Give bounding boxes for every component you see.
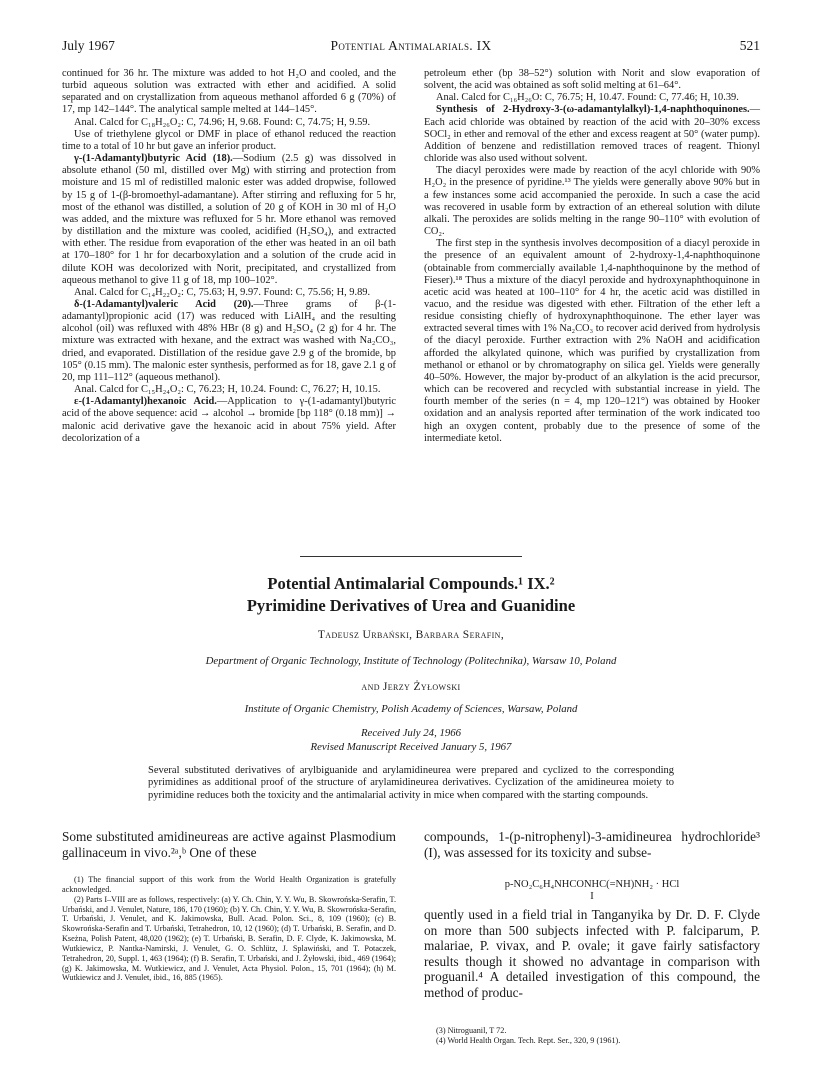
footnotes-right [424, 1026, 760, 1046]
formula-label: I [590, 891, 594, 902]
page-number: 521 [739, 38, 760, 53]
revised-date: Revised Manuscript Received January 5, 1967 [310, 741, 512, 753]
chemical-formula: p-NO₂C₆H₄NHCONHC(=NH)NH₂ · HCl I [424, 879, 760, 903]
abstract: Several substituted derivatives of arylbiguanide and arylamidineurea were prepared and cyclized to the corresponding pyrimidines as additional proof of the structure of arylamidineurea derivatives. Cyclization of the amidineurea moiety to pyrimidine reduces both the toxicity and the antimalarial activity in mice when compared with the starting compounds. [148, 765, 674, 801]
footnote: (2) Parts I–VIII are as follows, respectively: (a) Y. Ch. Chin, Y. Y. Wu, B. Skowrońska-Serafin, T. Urbański, and J. Venulet, Nature, 186, 170 (1960); (b) Y. Ch. Chin, Y. Y. Wu, B. Skowrońska-Serafin, T. Urbański, J. Venulet, and K. Jakimowska, Bull. Acad. Polon. Sci., 8, 109 (1960); (c) B. Skowrońska-Serafin and T. Urbański, Tetrahedron, 10, 12 (1960); (d) T. Urbański, B. Serafin, and D. Kseżna, Polish Patent, 48,020 (1962); (e) T. Urbański, B. Serafin, D. F. Clyde, K. Jakimowska, M. Wutkiewicz, P. Nantka-Namirski, J. Venulet, G. O. Schlütz, J. Splawiński, and T. Potaczek, Tetrahedron, 20, Suppl. 1, 463 (1964); (f) B. Serafin, T. Urbański, and J. Żyłowski, ibid., 469 (1964); (g) K. Jakimowska, M. Wutkiewicz, and J. Venulet, Acta Physiol. Polon., 15, 701 (1964); (h) M. Wutkiewicz and J. Venulet, ibid., 16, 885 (1965). [62, 894, 396, 983]
analysis-line: Anal. Calcd for C₁₅H₂₄O₂: C, 76.23; H, 10.24. Found: C, 76.27; H, 10.15. [74, 384, 381, 396]
paragraph: Use of triethylene glycol or DMF in place of ethanol reduced the reaction time to a total of 10 hr but gave an inferior product. [62, 128, 396, 152]
authors-line-1: Tadeusz Urbański, Barbara Serafin, [317, 629, 505, 641]
section-lead: Synthesis of 2-Hydroxy-3-(ω-adamantylalkyl)-1,4-naphthoquinones. [436, 104, 750, 116]
paragraph: δ-(1-Adamantyl)valeric Acid (20).—Three grams of β-(1-adamantyl)propionic acid (17) was reduced with LiAlH₄ and the resulting alcohol (oil) was refluxed with 48% HBr (8 g) and H₂SO₄ (2 g) for 4 hr. The mixture was extracted with hexane, and the extract was washed with Na₂CO₃, dried, and evaporated. Distillation of the residue gave 2.9 g of the bromide, bp 105° (0.15 mm). The malonic ester synthesis, performed as for 18, gave 2.1 g of 20, mp 111–112° (aqueous methanol). [62, 298, 397, 383]
affiliation-1: Department of Organic Technology, Institute of Technology (Politechnika), Warsaw 10, Poland [205, 655, 617, 667]
affiliation-2: Institute of Organic Chemistry, Polish Academy of Sciences, Warsaw, Poland [244, 703, 578, 715]
article-title: Potential Antimalarial Compounds.¹ IX.² [267, 574, 555, 593]
intro-left: Some substituted amidineureas are active against Plasmodium gallinaceum in vivo.²ᵃ,ᵇ One of these [62, 829, 396, 860]
running-header [62, 38, 760, 58]
intro-right-bottom: quently used in a field trial in Tanganyika by Dr. D. F. Clyde on more than 500 subjects infected with P. falciparum, P. malariae, P. vivax, and P. ovale; it gave fairly satisfactory results though it showed no advantage in comparison with proguanil.⁴ A detailed investigation of this compound, the method of produc- [424, 907, 760, 1000]
intro-right-top: compounds, 1-(p-nitrophenyl)-3-amidineurea hydrochloride³ (I), was assessed for its toxicity and subse- [424, 829, 760, 860]
footnotes-left [62, 875, 396, 983]
paragraph: γ-(1-Adamantyl)butyric Acid (18).—Sodium (2.5 g) was dissolved in absolute ethanol (50 ml, distilled over Mg) with stirring and protection from moisture and 15 ml of redistilled malonic ester was added dropwise, followed by 15 g of 1-(β-bromoethyl-adamantane). After stirring and refluxing for 5 hr, most of the ethanol was distilled, a solution of 20 g of KOH in 30 ml of H₂O was added, and the mixture was refluxed for 5 hr. More ethanol was removed by distillation and the mixture was cooled, acidified (H₂SO₄), and extracted with ether. The residue from evaporation of the ether was heated in an oil bath at 170–180° for 1 hr for decarboxylation and a solution of the crude acid in dilute KOH was decolorized with Norit, precipitated, and crystallized from aqueous methanol to give 11 g of 18, mp 100–102°. [62, 153, 397, 286]
analysis-line: Anal. Calcd for C₁₄H₂₂O₂: C, 75.63; H, 9.97. Found: C, 75.56; H, 9.89. [74, 286, 371, 298]
analysis-line: Anal. Calcd for C₁₈H₂₆O₂: C, 74.96; H, 9.68. Found: C, 74.75; H, 9.59. [74, 116, 371, 128]
analysis-line: Anal. Calcd for C₁₆H₂₆O: C, 76.75; H, 10.47. Found: C, 77.46; H, 10.39. [436, 92, 739, 104]
section-lead: ε-(1-Adamantyl)hexanoic Acid. [74, 396, 217, 408]
section-lead: δ-(1-Adamantyl)valeric Acid (20). [74, 298, 254, 310]
left-column [62, 68, 396, 445]
section-divider [300, 556, 522, 557]
footnote: (3) Nitroguanil, T 72. [436, 1026, 507, 1035]
footnote: (1) The financial support of this work from the World Health Organization is gratefully acknowledged. [62, 875, 396, 894]
paragraph: The diacyl peroxides were made by reaction of the acyl chloride with 90% H₂O₂ in the presence of pyridine.¹³ The yields were generally above 90% but in a few instances some acid accompanied the peroxide. In such a case the acid was recovered in usable form by extraction of an ethereal solution with dilute alkali. The peroxides are solids melting in the range 90–110° with evolution of CO₂. [424, 165, 760, 238]
footnote: (4) World Health Organ. Tech. Rept. Ser., 320, 9 (1961). [436, 1035, 621, 1045]
paragraph: The first step in the synthesis involves decomposition of a diacyl peroxide in the presence of an equivalent amount of 2-hydroxy-1,4-naphthoquinone (obtainable from commercially available 1,4-naphthoquinone by the method of Fieser).¹⁸ Thus a mixture of the diacyl peroxide and hydroxynaphthoquinone in acetic acid was heated at 100–110° for 4 hr, the acetic acid was distilled in vacuo, and the residue was digested with ether. Filtration of the ether left a residue consisting chiefly of hydroxynaphthoquinone. The ether layer was extracted several times with 1% Na₂CO₃ to recover acid derived from hydrolysis of the diacyl peroxide. Further extraction with 2% NaOH and acidification afforded the alkylated quinone, which was purified by crystallization from methanol or ethanol or by chromatography on silica gel. Yields were generally 40–50%. However, the major by-product of an alkylation is the acid precursor, which can be recovered and recycled with substantial increase in yield. The fourth member of the series (n = 4, mp 120–121°) was obtained by Hooker oxidation and an analysis reported after termination of the work indicated too high an oxygen content, probably due to the presence of some of the intermediate ketol. [424, 238, 760, 444]
received-date: Received July 24, 1966 [360, 727, 462, 739]
paragraph: petroleum ether (bp 38–52°) solution with Norit and slow evaporation of solvent, the acid was obtained as soft solid melting at 61–64°. [424, 68, 760, 92]
paragraph: continued for 36 hr. The mixture was added to hot H₂O and cooled, and the turbid aqueous solution was extracted with ether and acidified. A solid separated and on crystallization from aqueous methanol afforded 6 g (70%) of 17, mp 142–144°. The analytical sample melted at 144–145°. [62, 68, 396, 116]
article-subtitle: Pyrimidine Derivatives of Urea and Guanidine [246, 596, 576, 615]
running-title: Potential Antimalarials. IX [330, 38, 492, 53]
right-column [424, 68, 760, 445]
paragraph: ε-(1-Adamantyl)hexanoic Acid.—Application to γ-(1-adamantyl)butyric acid of the above sequence: acid → alcohol → bromide [bp 118° (0.18 mm)] → malonic acid derivative gave the hexanoic acid in about 75% yield. After decolorization of a [62, 396, 396, 444]
issue-date: July 1967 [62, 38, 115, 53]
authors-line-2: and Jerzy Żyłowski [361, 681, 461, 693]
section-lead: γ-(1-Adamantyl)butyric Acid (18). [74, 153, 233, 165]
paragraph: Synthesis of 2-Hydroxy-3-(ω-adamantylalkyl)-1,4-naphthoquinones.—Each acid chloride was obtained by reaction of the acid with 20–30% excess SOCl₂ in ether and removal of the ether and excess reagent at 50° (water pump). Addition of benzene and redistillation removed traces of reagent. Thionyl chloride was also used without solvent. [424, 104, 760, 165]
